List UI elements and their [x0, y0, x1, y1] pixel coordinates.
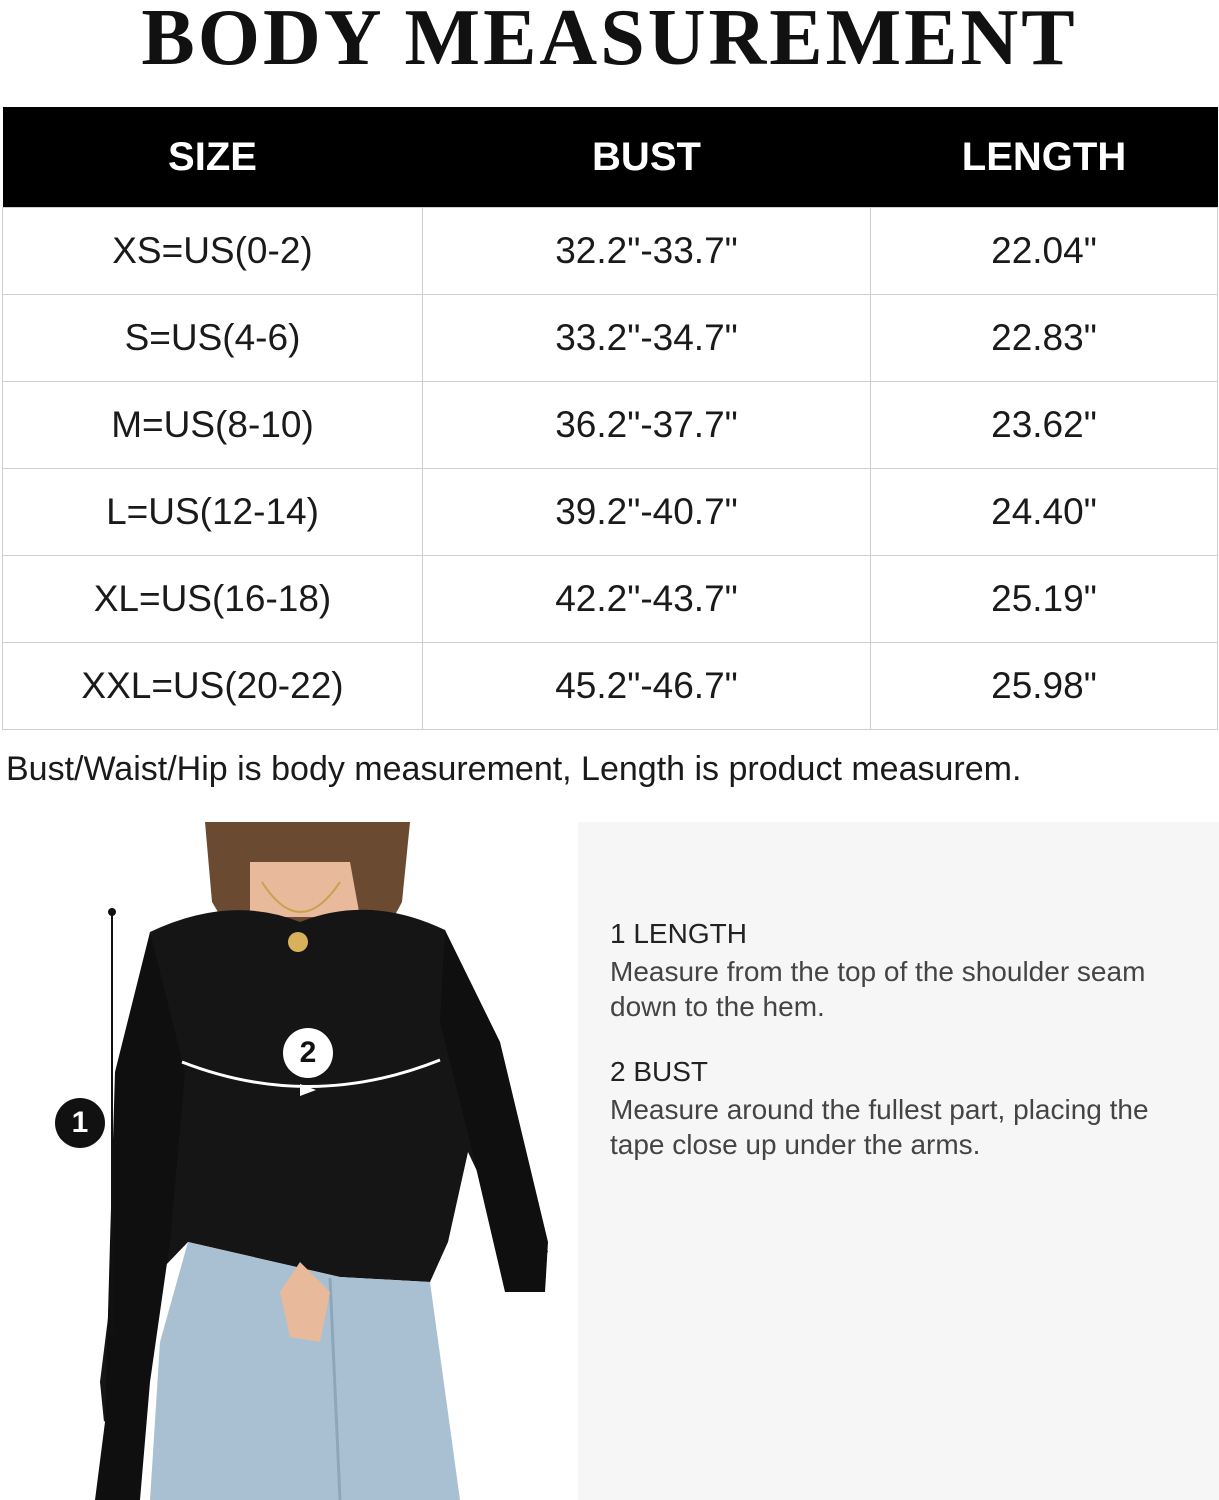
bust-cell: 42.2"-43.7" — [423, 556, 871, 643]
table-row — [3, 295, 1218, 382]
bust-marker-badge: 2 — [283, 1028, 333, 1078]
length-cell: 25.98" — [871, 643, 1218, 730]
table-row — [3, 556, 1218, 643]
length-cell: 22.04" — [871, 208, 1218, 295]
size-cell: L=US(12-14) — [3, 469, 423, 556]
size-chart-table — [2, 107, 1218, 730]
size-cell: XL=US(16-18) — [3, 556, 423, 643]
length-measure-bottom-dot — [108, 1328, 116, 1336]
page-title: BODY MEASUREMENT — [141, 0, 1078, 82]
size-cell: XS=US(0-2) — [3, 208, 423, 295]
size-cell: XXL=US(20-22) — [3, 643, 423, 730]
length-cell: 23.62" — [871, 382, 1218, 469]
bust-cell: 36.2"-37.7" — [423, 382, 871, 469]
header-bust: BUST — [423, 107, 871, 208]
measurement-instructions — [578, 822, 1219, 1500]
table-row — [3, 469, 1218, 556]
necklace-pendant — [288, 932, 308, 952]
bust-instruction-text: Measure around the fullest part, placing the tape close up under the arms. — [610, 1094, 1149, 1160]
bust-cell: 33.2"-34.7" — [423, 295, 871, 382]
length-instruction-text: Measure from the top of the shoulder seam down to the hem. — [610, 956, 1146, 1022]
length-measure-top-dot — [108, 908, 116, 916]
header-length: LENGTH — [871, 107, 1218, 208]
length-cell: 22.83" — [871, 295, 1218, 382]
header-size: SIZE — [3, 107, 423, 208]
table-header-row — [3, 107, 1218, 208]
length-marker-badge: 1 — [55, 1098, 105, 1148]
length-cell: 25.19" — [871, 556, 1218, 643]
measurement-note: Bust/Waist/Hip is body measurement, Length is product measurem. — [6, 750, 1022, 788]
bust-cell: 45.2"-46.7" — [423, 643, 871, 730]
table-row — [3, 382, 1218, 469]
table-row — [3, 643, 1218, 730]
bust-instruction-title: 2 BUST — [610, 1056, 709, 1087]
model-photo — [0, 822, 578, 1500]
bust-cell: 39.2"-40.7" — [423, 469, 871, 556]
table-row — [3, 208, 1218, 295]
model-illustration — [0, 822, 578, 1500]
size-cell: S=US(4-6) — [3, 295, 423, 382]
bust-cell: 32.2"-33.7" — [423, 208, 871, 295]
length-instruction-title: 1 LENGTH — [610, 918, 747, 949]
length-cell: 24.40" — [871, 469, 1218, 556]
size-cell: M=US(8-10) — [3, 382, 423, 469]
